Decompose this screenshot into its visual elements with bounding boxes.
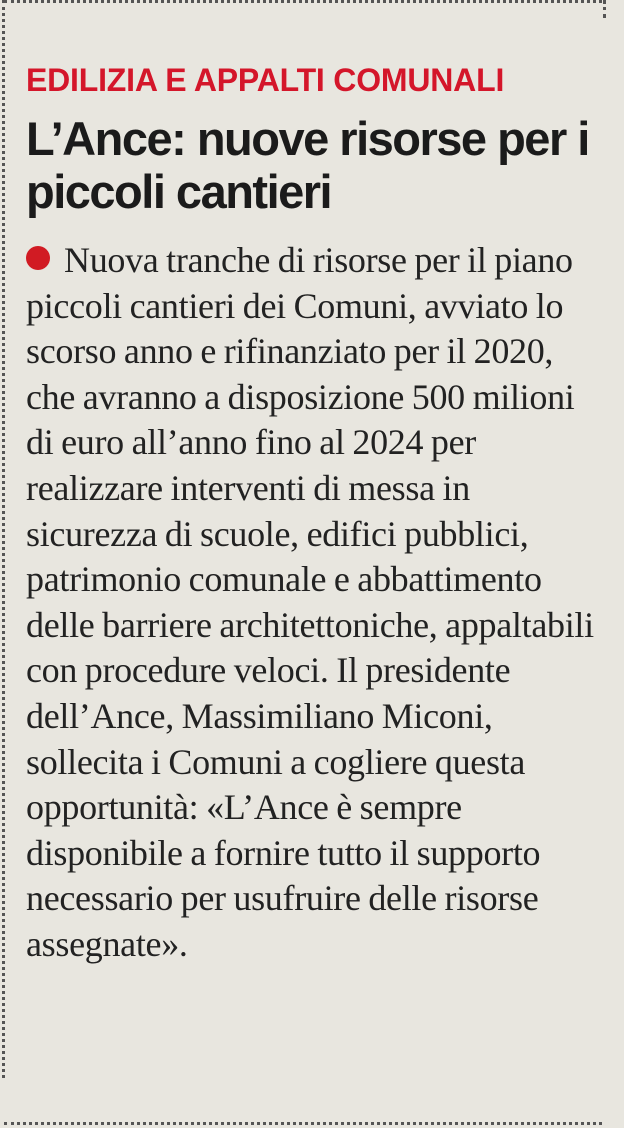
article-body-text: Nuova tranche di risorse per il piano piccoli cantieri dei Comuni, avviato lo scorso anno e rifinanziato per il 2020, che avranno a disposizione 500 milioni di euro all’anno fino al 2024 per realizzare interventi di messa in sicurezza di scuole, edifici pubblici, patrimonio comunale e abbattimento delle barriere architettoniche, appaltabili con procedure veloci. Il presidente dell’Ance, Massimiliano Miconi, sollecita i Comuni a cogliere questa opportunità: «L’Ance è sempre disponibile a fornire tutto il supporto necessario per usufruire delle risorse assegnate». — [26, 240, 594, 964]
headline: L’Ance: nuove risorse per i piccoli cantieri — [26, 112, 589, 218]
news-brief — [26, 58, 604, 968]
article-body — [26, 238, 604, 968]
right-dotted-border — [603, 0, 606, 18]
bottom-dotted-border — [4, 1122, 602, 1125]
red-bullet-icon — [26, 246, 50, 270]
top-dotted-border — [4, 0, 602, 3]
left-dotted-border — [2, 0, 5, 1078]
section-kicker: EDILIZIA E APPALTI COMUNALI — [26, 62, 505, 98]
